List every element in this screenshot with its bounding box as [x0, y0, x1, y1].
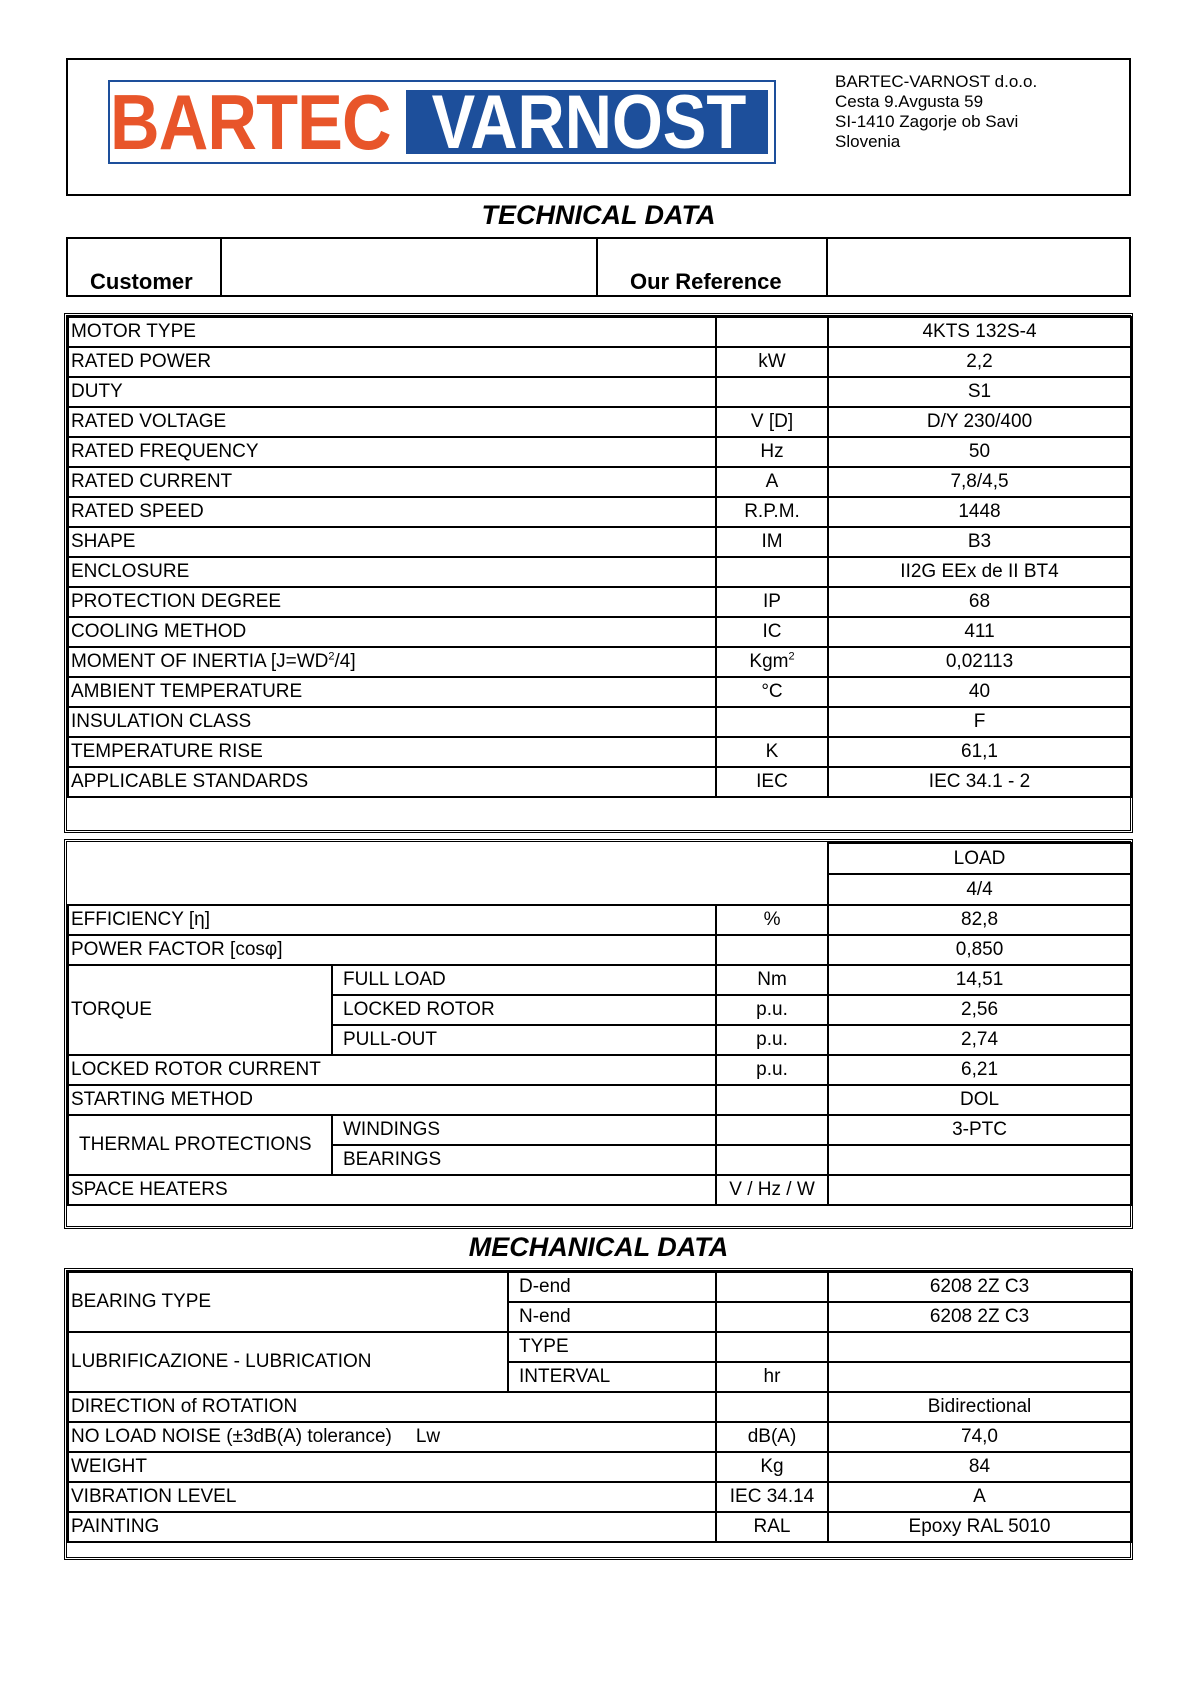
rated-value: B3 [828, 527, 1131, 557]
table-row [68, 617, 1131, 647]
table-row [68, 1512, 1131, 1542]
painting-label: PAINTING [68, 1512, 716, 1542]
rated-value: 0,02113 [828, 647, 1131, 677]
technical-data-title: TECHNICAL DATA [481, 200, 716, 230]
rated-value: D/Y 230/400 [828, 407, 1131, 437]
torque-full-load-unit: Nm [716, 965, 828, 995]
rated-unit [716, 707, 828, 737]
power-factor-label: POWER FACTOR [cosφ] [68, 935, 716, 965]
rated-value: 2,2 [828, 347, 1131, 377]
table-row [68, 767, 1131, 797]
rated-value: S1 [828, 377, 1131, 407]
table-row [68, 1115, 1131, 1145]
table-row [68, 407, 1131, 437]
torque-pull-out-unit: p.u. [716, 1025, 828, 1055]
weight-label: WEIGHT [68, 1452, 716, 1482]
direction-value: Bidirectional [828, 1392, 1131, 1422]
starting-method-value: DOL [828, 1085, 1131, 1115]
rated-value: II2G EEx de II BT4 [828, 557, 1131, 587]
rated-label: TEMPERATURE RISE [68, 737, 716, 767]
table-row [68, 1422, 1131, 1452]
rated-label: PROTECTION DEGREE [68, 587, 716, 617]
table-row [68, 1392, 1131, 1422]
rated-label-text: /4] [334, 651, 356, 672]
rated-unit [716, 557, 828, 587]
customer-field[interactable] [222, 239, 598, 295]
rated-unit: IEC [716, 767, 828, 797]
table-row [68, 467, 1131, 497]
bearing-d-end-unit [716, 1272, 828, 1302]
thermal-windings-label: WINDINGS [332, 1115, 716, 1145]
painting-value: Epoxy RAL 5010 [828, 1512, 1131, 1542]
company-street: Cesta 9.Avgusta 59 [835, 92, 984, 111]
company-city: SI-1410 Zagorje ob Savi [835, 112, 1019, 131]
rated-label: DUTY [68, 377, 716, 407]
lubrication-type-unit [716, 1332, 828, 1362]
vibration-value: A [828, 1482, 1131, 1512]
bearing-n-end-unit [716, 1302, 828, 1332]
torque-pull-out-value: 2,74 [828, 1025, 1131, 1055]
rated-value: 1448 [828, 497, 1131, 527]
table-row [68, 1085, 1131, 1115]
logo-varnost-block [406, 90, 768, 154]
rated-unit: IM [716, 527, 828, 557]
blank-header-cell [68, 843, 828, 905]
customer-label: Customer [90, 269, 193, 294]
lubrication-interval-unit: hr [716, 1362, 828, 1392]
rated-label: COOLING METHOD [68, 617, 716, 647]
table-row [68, 1482, 1131, 1512]
thermal-protections-label: THERMAL PROTECTIONS [68, 1115, 332, 1175]
efficiency-value: 82,8 [828, 905, 1131, 935]
table-row [68, 1175, 1131, 1205]
vibration-unit: IEC 34.14 [716, 1482, 828, 1512]
thermal-windings-value: 3-PTC [828, 1115, 1131, 1145]
noise-sublabel: Lw [415, 1426, 441, 1447]
table-row [68, 965, 1131, 995]
thermal-bearings-unit [716, 1145, 828, 1175]
rated-label: INSULATION CLASS [68, 707, 716, 737]
weight-unit: Kg [716, 1452, 828, 1482]
vibration-label: VIBRATION LEVEL [68, 1482, 716, 1512]
thermal-windings-unit [716, 1115, 828, 1145]
noise-label: NO LOAD NOISE (±3dB(A) tolerance) [71, 1426, 392, 1447]
rated-unit: °C [716, 677, 828, 707]
table-row [68, 1055, 1131, 1085]
rated-label: AMBIENT TEMPERATURE [68, 677, 716, 707]
noise-value: 74,0 [828, 1422, 1131, 1452]
logo-varnost-text: VARNOST [431, 90, 747, 154]
rated-label: RATED CURRENT [68, 467, 716, 497]
table-row [68, 1332, 1131, 1362]
thermal-bearings-value [828, 1145, 1131, 1175]
rated-unit: IC [716, 617, 828, 647]
locked-rotor-current-value: 6,21 [828, 1055, 1131, 1085]
power-factor-unit [716, 935, 828, 965]
rated-value: 61,1 [828, 737, 1131, 767]
rated-value: 40 [828, 677, 1131, 707]
starting-method-label: STARTING METHOD [68, 1085, 716, 1115]
rated-label: RATED FREQUENCY [68, 437, 716, 467]
bearing-d-end-label: D-end [508, 1272, 716, 1302]
rated-label: APPLICABLE STANDARDS [68, 767, 716, 797]
table-row [68, 437, 1131, 467]
lubrication-interval-value [828, 1362, 1131, 1392]
rated-label-text: MOMENT OF INERTIA [J=WD [71, 651, 329, 672]
table-row [68, 587, 1131, 617]
torque-locked-rotor-label: LOCKED ROTOR [332, 995, 716, 1025]
load-header: LOAD [828, 843, 1131, 874]
rated-unit [716, 377, 828, 407]
load-header-row [68, 843, 1131, 874]
rated-label: SHAPE [68, 527, 716, 557]
rated-unit: IP [716, 587, 828, 617]
rated-unit-sup: 2 [788, 650, 795, 663]
table-row [68, 347, 1131, 377]
mechanical-data-title: MECHANICAL DATA [468, 1232, 729, 1262]
table-row [68, 1452, 1131, 1482]
torque-pull-out-label: PULL-OUT [332, 1025, 716, 1055]
lubrication-label: LUBRIFICAZIONE - LUBRICATION [68, 1332, 508, 1392]
bearing-n-end-label: N-end [508, 1302, 716, 1332]
efficiency-unit: % [716, 905, 828, 935]
rated-value: F [828, 707, 1131, 737]
torque-full-load-value: 14,51 [828, 965, 1131, 995]
torque-locked-rotor-unit: p.u. [716, 995, 828, 1025]
rated-unit: R.P.M. [716, 497, 828, 527]
direction-label: DIRECTION of ROTATION [68, 1392, 716, 1422]
torque-full-load-label: FULL LOAD [332, 965, 716, 995]
efficiency-label: EFFICIENCY [η] [68, 905, 716, 935]
rated-unit: K [716, 737, 828, 767]
thermal-bearings-label: BEARINGS [332, 1145, 716, 1175]
rated-label: RATED VOLTAGE [68, 407, 716, 437]
letterhead [66, 58, 1131, 196]
space-heaters-value [828, 1175, 1131, 1205]
rated-label [68, 647, 716, 677]
bearing-type-label: BEARING TYPE [68, 1272, 508, 1332]
logo-bartec-text: BARTEC [110, 80, 391, 164]
rated-unit: Hz [716, 437, 828, 467]
rated-value: 4KTS 132S-4 [828, 317, 1131, 347]
lubrication-interval-label: INTERVAL [508, 1362, 716, 1392]
rated-data-table [64, 313, 1133, 833]
rated-label: RATED SPEED [68, 497, 716, 527]
rated-label: MOTOR TYPE [68, 317, 716, 347]
company-address [835, 72, 1125, 152]
table-row [68, 737, 1131, 767]
table-row [68, 677, 1131, 707]
company-country: Slovenia [835, 132, 901, 151]
lubrication-type-value [828, 1332, 1131, 1362]
table-row [68, 497, 1131, 527]
rated-label: RATED POWER [68, 347, 716, 377]
direction-unit [716, 1392, 828, 1422]
customer-bar [66, 237, 1131, 297]
load-fraction: 4/4 [828, 874, 1131, 905]
noise-unit: dB(A) [716, 1422, 828, 1452]
mechanical-table [64, 1268, 1133, 1560]
locked-rotor-current-label: LOCKED ROTOR CURRENT [68, 1055, 716, 1085]
space-heaters-label: SPACE HEATERS [68, 1175, 716, 1205]
table-row [68, 905, 1131, 935]
table-row [68, 527, 1131, 557]
rated-value: 411 [828, 617, 1131, 647]
table-row [68, 707, 1131, 737]
space-heaters-unit: V / Hz / W [716, 1175, 828, 1205]
table-row [68, 317, 1131, 347]
table-row [68, 377, 1131, 407]
rated-unit: kW [716, 347, 828, 377]
table-row [68, 935, 1131, 965]
company-name: BARTEC-VARNOST d.o.o. [835, 72, 1038, 91]
reference-label: Our Reference [630, 269, 782, 294]
rated-label-sup: 2 [328, 650, 335, 663]
painting-unit: RAL [716, 1512, 828, 1542]
bearing-n-end-value: 6208 2Z C3 [828, 1302, 1131, 1332]
table-row [68, 647, 1131, 677]
company-logo [108, 80, 776, 164]
table-row [68, 557, 1131, 587]
lubrication-type-label: TYPE [508, 1332, 716, 1362]
rated-unit: A [716, 467, 828, 497]
torque-locked-rotor-value: 2,56 [828, 995, 1131, 1025]
bearing-d-end-value: 6208 2Z C3 [828, 1272, 1131, 1302]
locked-rotor-current-unit: p.u. [716, 1055, 828, 1085]
rated-label: ENCLOSURE [68, 557, 716, 587]
rated-unit-text: Kgm [749, 651, 789, 672]
rated-value: IEC 34.1 - 2 [828, 767, 1131, 797]
rated-unit: V [D] [716, 407, 828, 437]
performance-table [64, 839, 1133, 1229]
torque-label: TORQUE [68, 965, 332, 1055]
rated-value: 7,8/4,5 [828, 467, 1131, 497]
noise-label-cell [68, 1422, 716, 1452]
rated-value: 50 [828, 437, 1131, 467]
table-row [68, 1272, 1131, 1302]
reference-field[interactable] [828, 239, 1128, 295]
rated-unit [716, 317, 828, 347]
rated-unit [716, 647, 828, 677]
weight-value: 84 [828, 1452, 1131, 1482]
starting-method-unit [716, 1085, 828, 1115]
rated-value: 68 [828, 587, 1131, 617]
power-factor-value: 0,850 [828, 935, 1131, 965]
